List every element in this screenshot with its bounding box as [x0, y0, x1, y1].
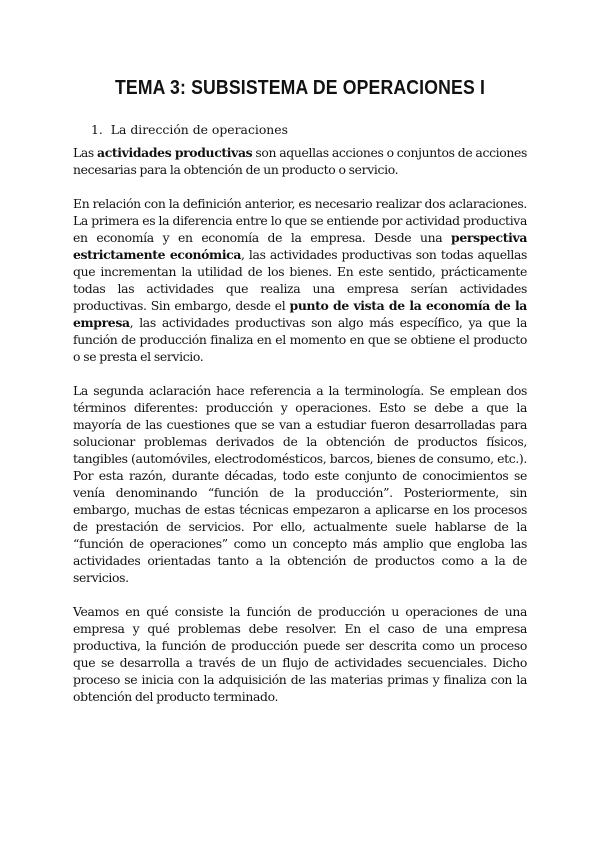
document-title: TEMA 3: SUBSISTEMA DE OPERACIONES I	[114, 76, 486, 99]
paragraph-2-text-3: , las actividades productivas son algo más específico, ya que la función de producción finaliza en el momento en que se obtiene el producto o se presta el servicio.	[73, 315, 527, 364]
paragraph-4	[73, 603, 527, 705]
paragraph-2-text-2: , las actividades productivas son todas aquellas que incrementan la utilidad de los bienes. En este sentido, prácticamente todas las actividades que realiza una empresa serían actividades productivas. Sin embargo, desde el	[73, 247, 527, 313]
paragraph-3-text-1: La segunda aclaración hace referencia a la terminología. Se emplean dos términos diferentes: producción y operaciones. Esto se debe a que la mayoría de las cuestiones que se van a estudiar fueron desarrolladas para solucionar problemas derivados de la obtención de productos físicos, tangibles (automóviles, electrodomésticos, barcos, bienes de consumo, etc.). Por esta razón, durante décadas, todo este conjunto de conocimientos se venía denominando “función de la producción”. Posteriormente, sin embargo, muchas de estas técnicas empezaron a aplicarse en los procesos de prestación de servicios. Por ello, actualmente suele hablarse de la “función de operaciones” como un concepto más amplio que engloba las actividades orientadas tanto a la obtención de productos como a la de servicios.	[73, 383, 527, 585]
paragraph-1-text-2: son aquellas acciones o conjuntos de acciones necesarias para la obtención de un producto o servicio.	[73, 145, 527, 177]
paragraph-1	[73, 144, 527, 178]
paragraph-1-bold-1: actividades productivas	[97, 145, 253, 160]
paragraph-2-bold-1: perspectiva estrictamente económica	[73, 230, 527, 262]
section-number: 1.	[91, 122, 103, 137]
section-heading-text: La dirección de operaciones	[110, 122, 288, 137]
paragraph-2-bold-2: punto de vista de la economía de la empresa	[73, 298, 527, 330]
paragraph-4-text-1: Veamos en qué consiste la función de producción u operaciones de una empresa y qué problemas debe resolver. En el caso de una empresa productiva, la función de producción puede ser descrita como un proceso que se desarrolla a través de un flujo de actividades secuenciales. Dicho proceso se inicia con la adquisición de las materias primas y finaliza con la obtención del producto terminado.	[73, 604, 527, 704]
paragraph-2-text-1: En relación con la definición anterior, es necesario realizar dos aclaraciones. La primera es la diferencia entre lo que se entiende por actividad productiva en economía y en economía de la empresa. Desde una	[73, 196, 527, 245]
paragraph-1-text-1: Las	[73, 145, 98, 160]
paragraph-2	[73, 195, 527, 365]
section-heading	[91, 121, 527, 138]
paragraph-3	[73, 382, 527, 586]
document-page	[73, 72, 527, 705]
